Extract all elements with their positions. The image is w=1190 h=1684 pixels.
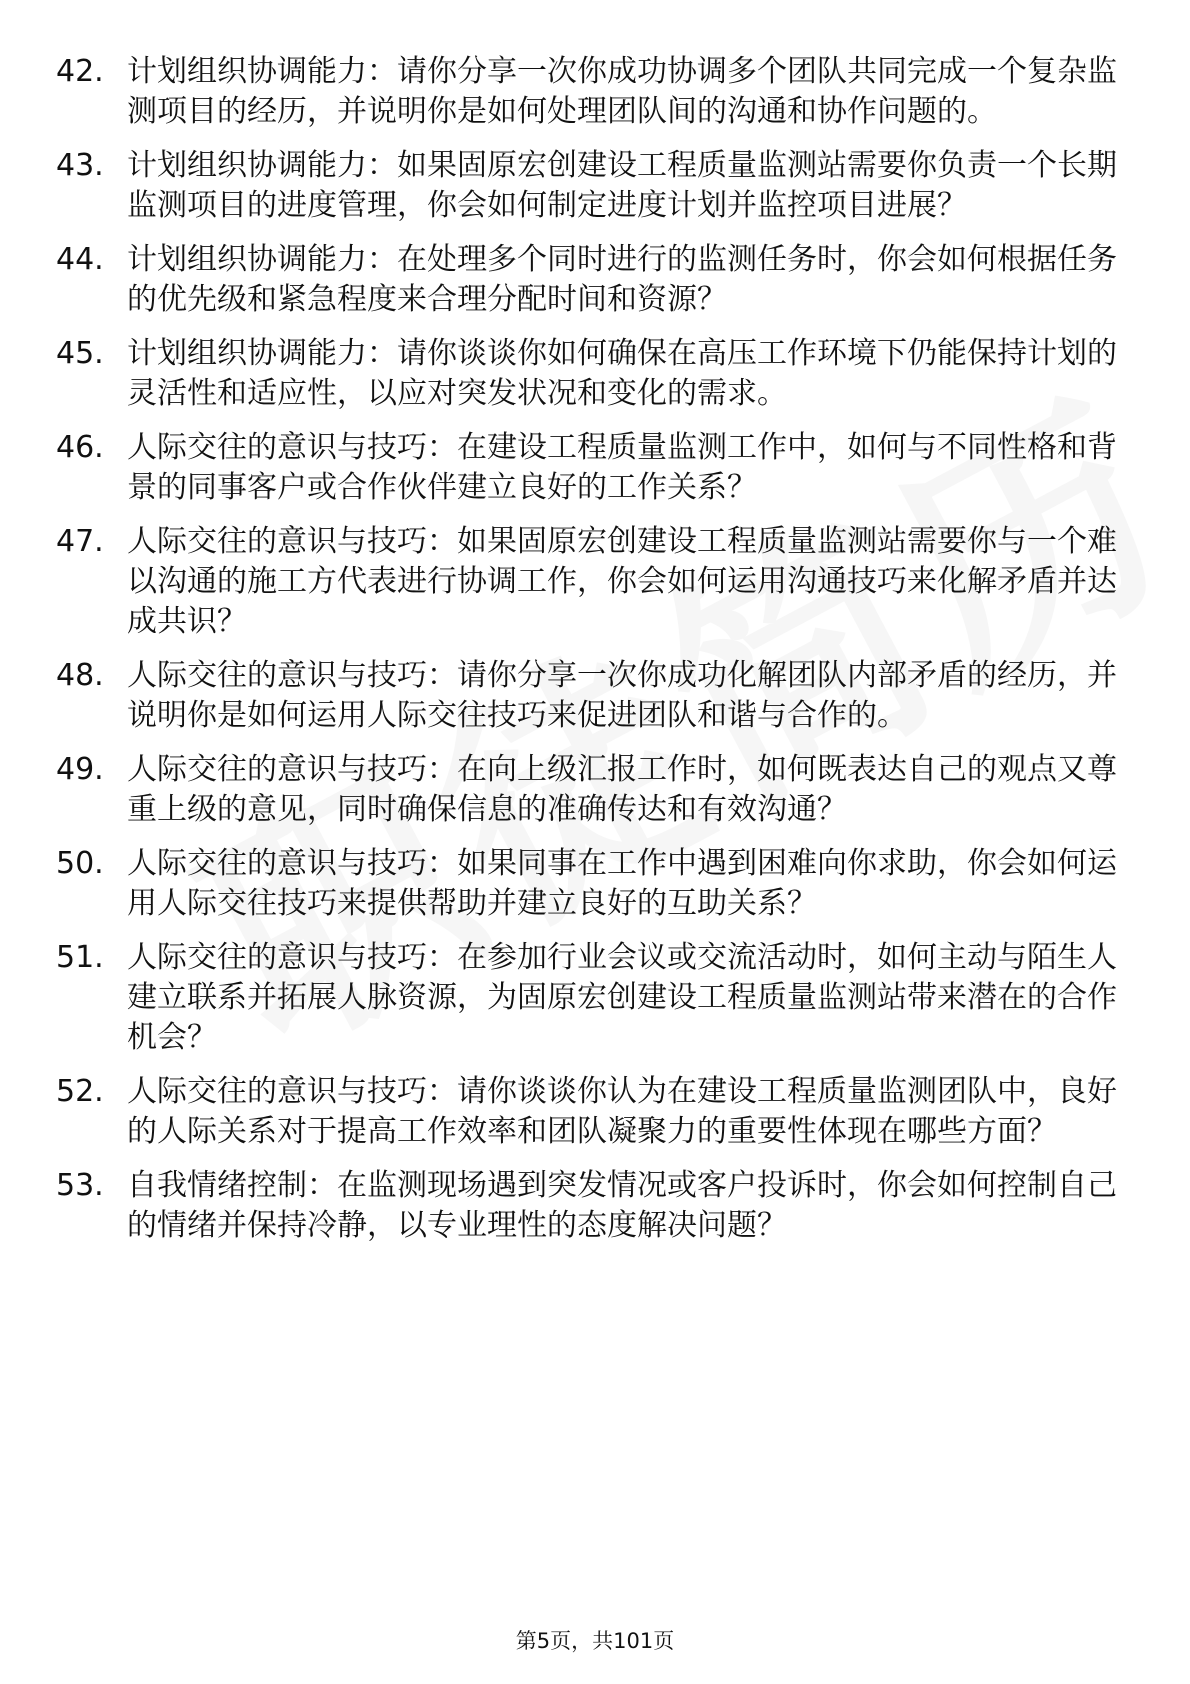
question-item: [56, 1072, 1126, 1152]
question-text: 计划组织协调能力：在处理多个同时进行的监测任务时，你会如何根据任务的优先级和紧急程度来合理分配时间和资源？: [127, 242, 1117, 317]
question-text: 人际交往的意识与技巧：请你分享一次你成功化解团队内部矛盾的经历，并说明你是如何运用人际交往技巧来促进团队和谐与合作的。: [127, 658, 1117, 733]
question-text: 人际交往的意识与技巧：在建设工程质量监测工作中，如何与不同性格和背景的同事客户或合作伙伴建立良好的工作关系？: [127, 430, 1117, 505]
question-item: [56, 938, 1126, 1058]
question-text: 人际交往的意识与技巧：在向上级汇报工作时，如何既表达自己的观点又尊重上级的意见，同时确保信息的准确传达和有效沟通？: [127, 752, 1117, 827]
page-footer: 第5页，共101页: [515, 1629, 675, 1653]
question-number: 43.: [56, 148, 104, 183]
question-item: [56, 1166, 1126, 1246]
question-item: [56, 844, 1126, 924]
question-number: 44.: [56, 242, 104, 277]
question-number: 46.: [56, 430, 104, 465]
question-text: 人际交往的意识与技巧：如果固原宏创建设工程质量监测站需要你与一个难以沟通的施工方代表进行协调工作，你会如何运用沟通技巧来化解矛盾并达成共识？: [127, 524, 1117, 639]
question-text: 人际交往的意识与技巧：如果同事在工作中遇到困难向你求助，你会如何运用人际交往技巧来提供帮助并建立良好的互助关系？: [127, 846, 1117, 921]
question-number: 45.: [56, 336, 104, 371]
question-text: 计划组织协调能力：请你分享一次你成功协调多个团队共同完成一个复杂监测项目的经历，并说明你是如何处理团队间的沟通和协作问题的。: [127, 54, 1117, 129]
question-item: [56, 146, 1126, 226]
question-number: 42.: [56, 54, 104, 89]
question-number: 49.: [56, 752, 104, 787]
question-item: [56, 240, 1126, 320]
question-item: [56, 750, 1126, 830]
question-text: 计划组织协调能力：如果固原宏创建设工程质量监测站需要你负责一个长期监测项目的进度管理，你会如何制定进度计划并监控项目进展？: [127, 148, 1117, 223]
question-item: [56, 334, 1126, 414]
question-number: 48.: [56, 658, 104, 693]
question-text: 计划组织协调能力：请你谈谈你如何确保在高压工作环境下仍能保持计划的灵活性和适应性，以应对突发状况和变化的需求。: [127, 336, 1117, 411]
question-item: [56, 522, 1126, 642]
question-item: [56, 656, 1126, 736]
question-number: 53.: [56, 1168, 104, 1203]
question-number: 51.: [56, 940, 104, 975]
question-text: 人际交往的意识与技巧：在参加行业会议或交流活动时，如何主动与陌生人建立联系并拓展人脉资源，为固原宏创建设工程质量监测站带来潜在的合作机会？: [127, 940, 1117, 1055]
question-list: [56, 52, 1126, 1260]
question-number: 50.: [56, 846, 104, 881]
question-number: 47.: [56, 524, 104, 559]
question-text: 人际交往的意识与技巧：请你谈谈你认为在建设工程质量监测团队中，良好的人际关系对于提高工作效率和团队凝聚力的重要性体现在哪些方面？: [127, 1074, 1117, 1149]
question-item: [56, 428, 1126, 508]
question-item: [56, 52, 1126, 132]
question-number: 52.: [56, 1074, 104, 1109]
question-text: 自我情绪控制：在监测现场遇到突发情况或客户投诉时，你会如何控制自己的情绪并保持冷静，以专业理性的态度解决问题？: [127, 1168, 1117, 1243]
